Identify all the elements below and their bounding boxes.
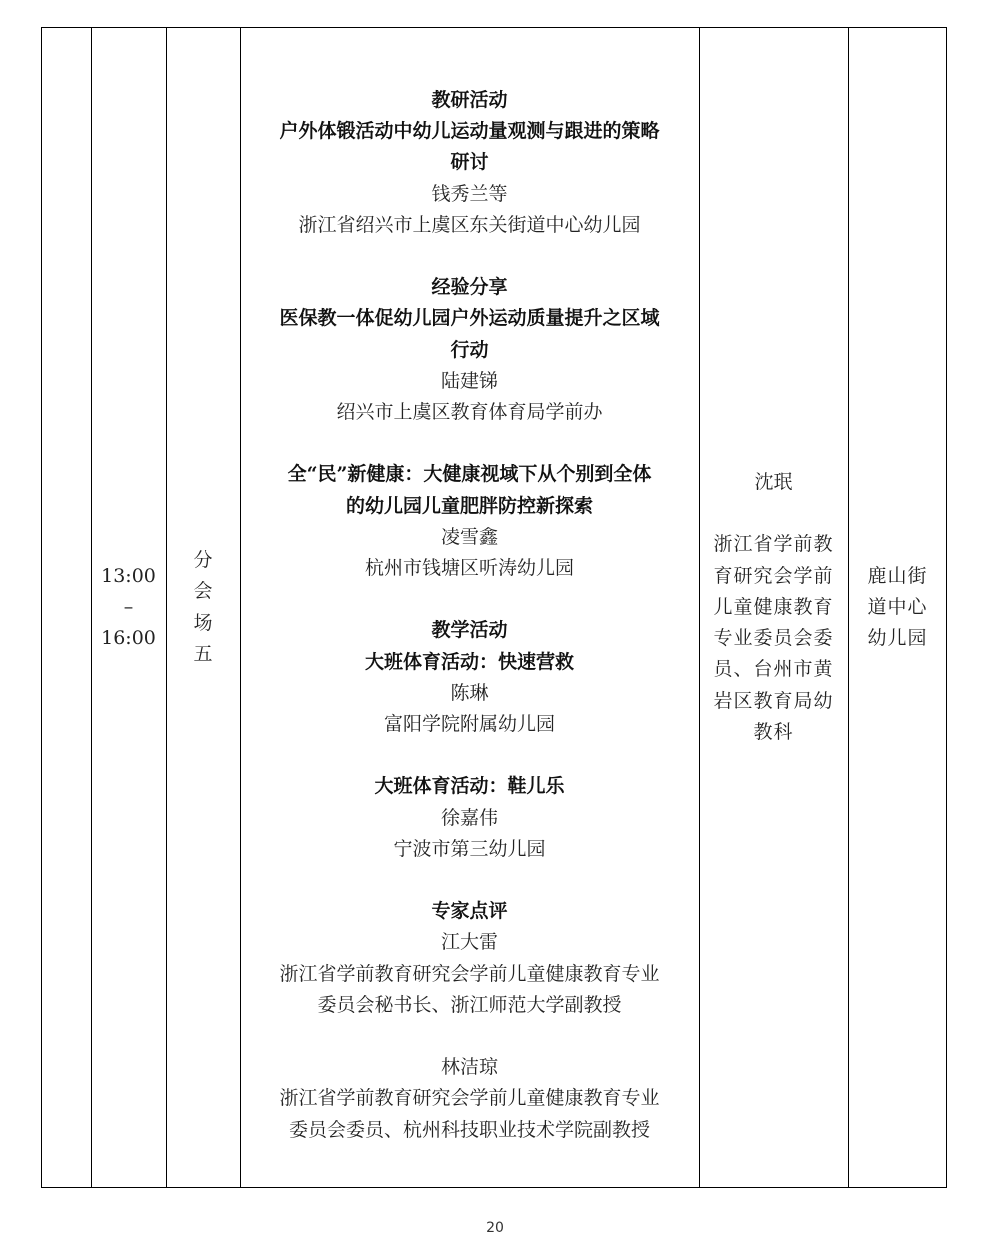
item-organization: 委员会秘书长、浙江师范大学副教授 — [317, 993, 622, 1016]
host-cell — [699, 28, 848, 1187]
item-organization: 浙江省学前教育研究会学前儿童健康教育专业 — [279, 962, 660, 985]
program-item — [240, 896, 699, 1021]
item-title: 全“民”新健康：大健康视域下从个别到全体 — [287, 463, 652, 486]
item-title: 大班体育活动：鞋儿乐 — [374, 775, 565, 798]
page-number: 20 — [486, 1220, 504, 1236]
time-end: 16:00 — [101, 627, 156, 650]
item-speaker: 徐嘉伟 — [440, 806, 498, 829]
item-speaker: 陆建锑 — [440, 369, 498, 392]
item-speaker: 陈琳 — [450, 681, 489, 704]
item-organization: 浙江省学前教育研究会学前儿童健康教育专业 — [279, 1087, 660, 1110]
venue-char: 五 — [193, 642, 213, 665]
host-name: 沈珉 — [754, 471, 793, 494]
item-category: 经验分享 — [431, 276, 508, 299]
host-organization: 浙江省学前教育研究会学前儿童健康教育专业委员会委员、台州市黄岩区教育局幼教科 — [713, 533, 834, 743]
venue-char: 分 — [193, 549, 213, 572]
program-item — [240, 771, 699, 865]
item-organization: 富阳学院附属幼儿园 — [383, 713, 555, 736]
program-item — [240, 272, 699, 428]
item-organization: 委员会委员、杭州科技职业技术学院副教授 — [288, 1118, 650, 1141]
item-speaker: 钱秀兰等 — [431, 182, 508, 205]
item-category: 教学活动 — [431, 619, 508, 642]
program-item — [240, 1052, 699, 1146]
program-item — [240, 85, 699, 241]
program-item — [240, 615, 699, 740]
program-item — [240, 459, 699, 584]
item-organization: 浙江省绍兴市上虞区东关街道中心幼儿园 — [298, 213, 641, 236]
location-cell — [848, 28, 947, 1187]
item-title: 大班体育活动：快速营救 — [364, 650, 574, 673]
item-organization: 宁波市第三幼儿园 — [393, 837, 546, 860]
item-organization: 绍兴市上虞区教育体育局学前办 — [336, 401, 603, 424]
item-organization: 杭州市钱塘区听涛幼儿园 — [364, 557, 574, 580]
time-start: 13:00 — [101, 564, 156, 587]
item-category: 教研活动 — [431, 89, 508, 111]
venue-cell — [166, 28, 240, 1187]
program-content-cell — [240, 85, 699, 1146]
item-title: 的幼儿园儿童肥胖防控新探索 — [345, 494, 593, 517]
item-title: 户外体锻活动中幼儿运动量观测与跟进的策略 — [279, 120, 660, 143]
item-title: 行动 — [450, 338, 489, 361]
schedule-table — [41, 27, 947, 1188]
venue-char: 场 — [193, 611, 213, 634]
item-speaker: 林洁琼 — [440, 1056, 498, 1079]
location-name: 鹿山街道中心幼儿园 — [867, 564, 928, 650]
venue-char: 会 — [193, 580, 213, 603]
item-speaker: 江大雷 — [440, 931, 498, 954]
item-category: 专家点评 — [431, 900, 508, 923]
time-cell — [91, 28, 166, 1187]
item-title: 医保教一体促幼儿园户外运动质量提升之区域 — [279, 307, 660, 330]
item-title: 研讨 — [450, 151, 489, 174]
item-speaker: 凌雪鑫 — [440, 525, 498, 548]
time-separator: – — [123, 595, 134, 618]
